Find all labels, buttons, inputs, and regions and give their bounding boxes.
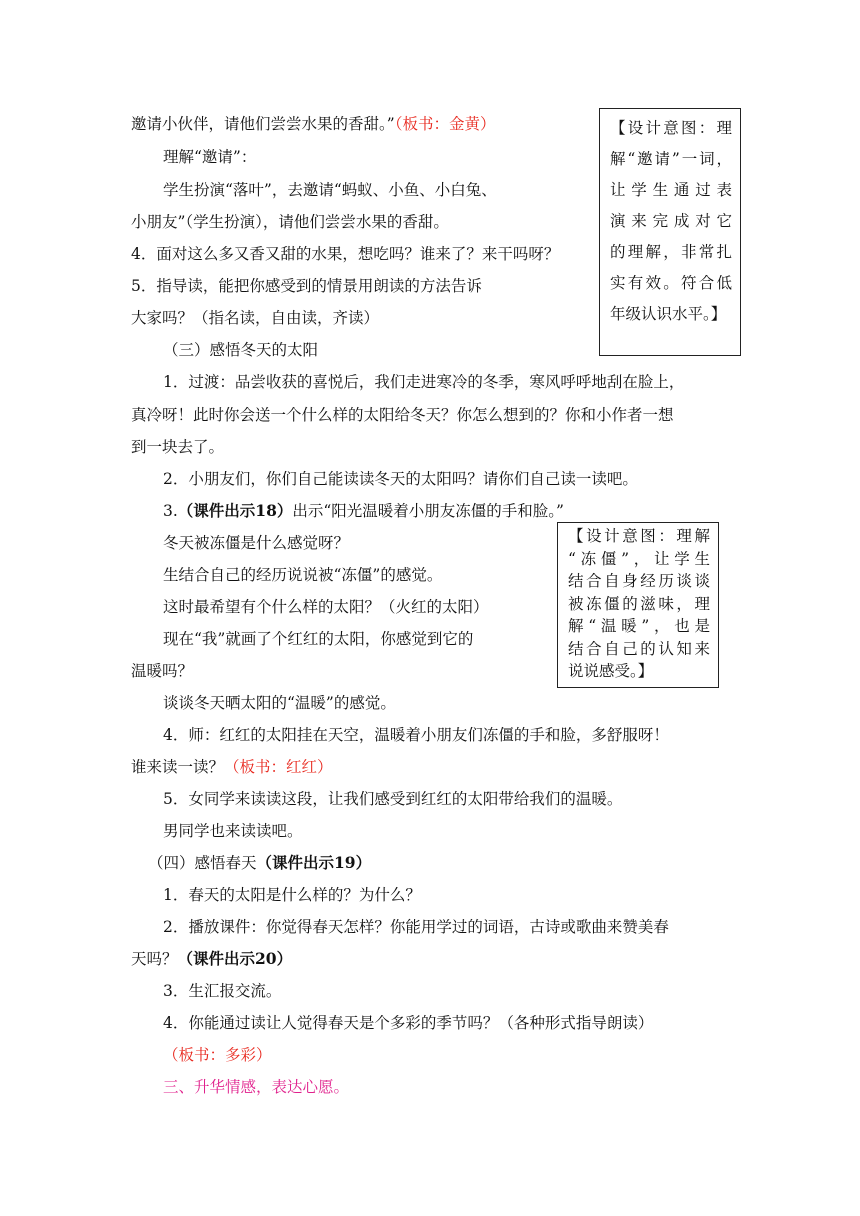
text-line: 1．过渡：品尝收获的喜悦后，我们走进寒冷的冬季，寒风呼呼地刮在脸上， [163,373,685,391]
text-line: 3．生汇报交流。 [163,982,282,1000]
text-line: 谈谈冬天晒太阳的“温暖”的感觉。 [163,694,396,712]
note-line: 解“邀请”一词， [610,150,732,168]
text-line: 谁来读一读？（板书：红红） [131,758,333,776]
section-heading: 三、升华情感，表达心愿。 [163,1078,350,1096]
section-heading: （四）感悟春天（课件出示19） [148,853,372,872]
text-line: 小朋友”（学生扮演），请他们尝尝水果的香甜。 [131,213,449,231]
text-line: 这时最希望有个什么样的太阳？（火红的太阳） [163,598,489,616]
text-line: 学生扮演“落叶”，去邀请“蚂蚁、小鱼、小白兔、 [163,181,497,199]
note-line: 被冻僵的滋味，理 [568,594,710,613]
note-line: 的理解，非常扎 [610,243,732,261]
text-line: 4．师：红红的太阳挂在天空，温暖着小朋友们冻僵的手和脸，多舒服呀！ [163,726,669,744]
note-line: 【设计意图：理解 [568,527,710,545]
text-line: 5．女同学来读读这段，让我们感受到红红的太阳带给我们的温暖。 [163,790,623,808]
note-line: 【设计意图：理 [610,119,732,137]
text-line: 1．春天的太阳是什么样的？为什么？ [163,886,421,904]
note-line: 说说感受。】 [568,662,654,680]
text-line: 温暖吗？ [131,662,194,680]
text-line: 到一块去了。 [131,438,225,456]
note-line: 年级认识水平。】 [610,305,727,323]
board-note: （板书：多彩） [163,1046,272,1064]
note-line: 让学生通过表 [610,181,732,199]
text-line: 邀请小伙伴，请他们尝尝水果的香甜。”（板书：金黄） [131,115,496,133]
section-heading: （三）感悟冬天的太阳 [163,341,319,359]
design-intent-note [599,108,741,356]
text-line: 2．小朋友们，你们自己能读读冬天的太阳吗？请你们自己读一读吧。 [163,470,638,488]
design-intent-note [557,522,719,688]
text-line: 4．面对这么多又香又甜的水果，想吃吗？谁来了？来干吗呀？ [131,245,560,263]
text-line: 大家吗？（指名读，自由读，齐读） [131,309,380,327]
text-line: 3.（课件出示18）出示“阳光温暖着小朋友冻僵的手和脸。” [163,501,564,520]
text-line: 生结合自己的经历说说被“冻僵”的感觉。 [163,566,443,584]
text-line: 冬天被冻僵是什么感觉呀？ [163,534,350,552]
text-line: 真冷呀！此时你会送一个什么样的太阳给冬天？你怎么想到的？你和小作者一想 [131,406,674,424]
note-line: 结合自身经历谈谈 [568,572,710,590]
text-line: 理解“邀请”： [163,148,257,166]
note-line: “冻僵”，让学生 [568,549,710,568]
note-line: 结合自己的认知来 [568,639,710,658]
text-line: 2．播放课件：你觉得春天怎样？你能用学过的词语，古诗或歌曲来赞美春 [163,918,669,936]
text-line: 4．你能通过读让人觉得春天是个多彩的季节吗？（各种形式指导朗读） [163,1014,654,1032]
note-line: 解“温暖”，也是 [568,617,710,635]
text-line: 男同学也来读读吧。 [163,822,303,840]
note-line: 实有效。符合低 [610,274,732,292]
text-line: 5．指导读，能把你感受到的情景用朗读的方法告诉 [131,277,482,295]
text-line: 现在“我”就画了个红红的太阳，你感觉到它的 [163,630,474,648]
note-line: 演来完成对它 [610,212,732,230]
text-line: 天吗？（课件出示20） [131,949,293,968]
